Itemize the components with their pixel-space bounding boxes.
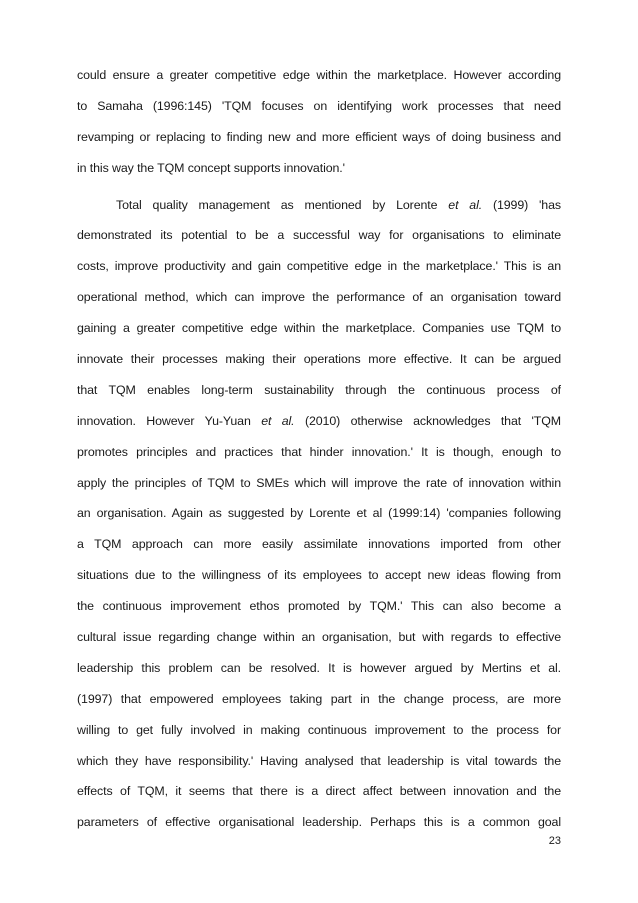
text-line: Total quality management as mentioned by Lorente et al. (1999) 'has (116, 197, 561, 212)
text-line: an organisation. Again as suggested by Lorente et al (1999:14) 'companies following (77, 506, 561, 521)
text-line: in this way the TQM concept supports innovation.' (77, 160, 345, 175)
text-line: leadership this problem can be resolved. It is however argued by Mertins et al. (77, 660, 561, 675)
text-line: parameters of effective organisational leadership. Perhaps this is a common goal (77, 815, 561, 830)
text-line: willing to get fully involved in making continuous improvement to the process for (77, 722, 561, 737)
text-line: the continuous improvement ethos promoted by TQM.' This can also become a (77, 599, 561, 614)
text-line: to Samaha (1996:145) 'TQM focuses on identifying work processes that need (77, 98, 561, 113)
text-line: innovation. However Yu-Yuan et al. (2010) otherwise acknowledges that 'TQM (77, 413, 561, 428)
italic-text: et al. (448, 197, 483, 212)
text-line: gaining a greater competitive edge within the marketplace. Companies use TQM to (77, 321, 561, 336)
body-text (77, 60, 561, 838)
text-line: costs, improve productivity and gain competitive edge in the marketplace.' This is an (77, 259, 561, 274)
text-line: (1997) that empowered employees taking part in the change process, are more (77, 691, 561, 706)
text-line: that TQM enables long-term sustainability through the continuous process of (77, 382, 561, 397)
italic-text: et al. (261, 413, 295, 428)
text-line: innovate their processes making their operations more effective. It can be argued (77, 352, 561, 367)
text-line: which they have responsibility.' Having analysed that leadership is vital towards the (77, 753, 561, 768)
text-line: could ensure a greater competitive edge within the marketplace. However according (77, 68, 561, 82)
text-line: revamping or replacing to finding new and more efficient ways of doing business and (77, 129, 561, 144)
text-line: demonstrated its potential to be a successful way for organisations to eliminate (77, 228, 561, 243)
text-line: effects of TQM, it seems that there is a direct affect between innovation and the (77, 784, 561, 799)
paragraph-1 (77, 60, 561, 184)
text-line: a TQM approach can more easily assimilate innovations imported from other (77, 537, 561, 552)
text-line: apply the principles of TQM to SMEs which will improve the rate of innovation within (77, 475, 561, 490)
page-number: 23 (548, 835, 561, 847)
text-line: cultural issue regarding change within an organisation, but with regards to effective (77, 630, 561, 645)
text-line: situations due to the willingness of its employees to accept new ideas flowing from (77, 568, 561, 583)
text-line: operational method, which can improve the performance of an organisation toward (77, 290, 561, 305)
paragraph-2 (77, 190, 561, 839)
text-line: promotes principles and practices that hinder innovation.' It is though, enough to (77, 444, 561, 459)
